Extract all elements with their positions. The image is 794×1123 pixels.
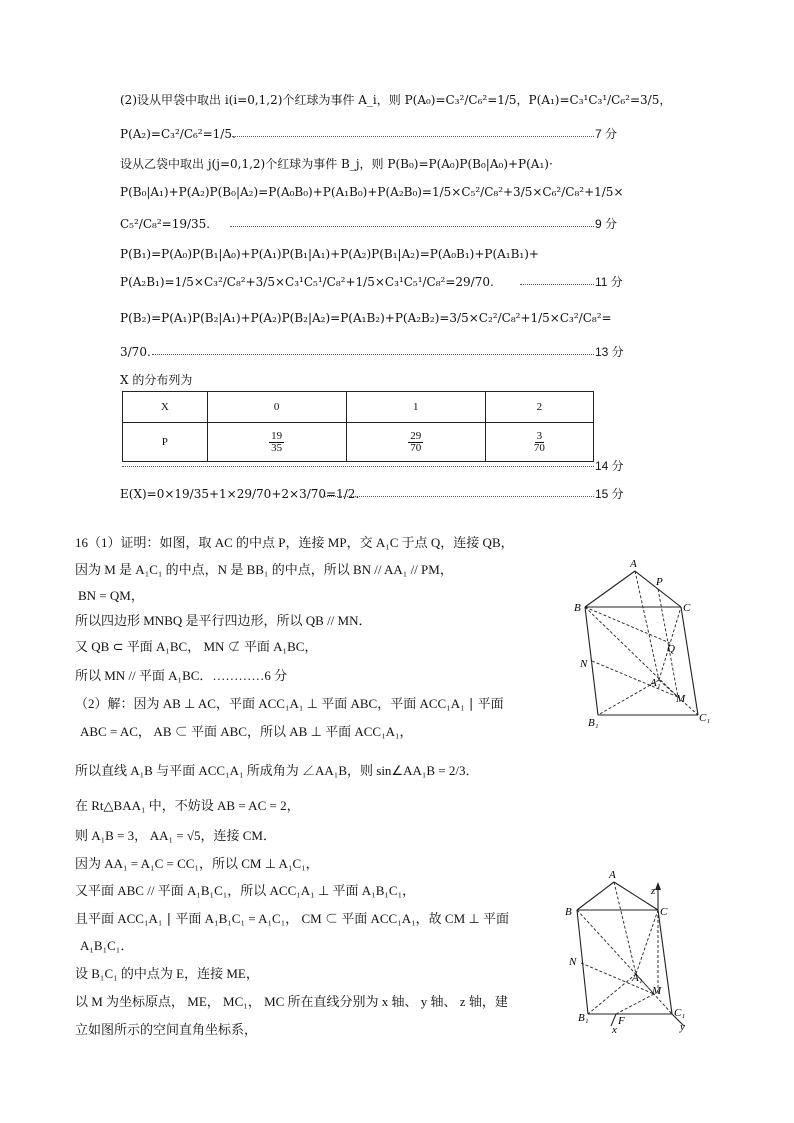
label-b1: B₁ bbox=[578, 1012, 589, 1024]
label-c: C bbox=[660, 906, 668, 918]
label-q: Q bbox=[667, 643, 675, 655]
text-line: C₅²/C₈²=19/35. bbox=[120, 217, 211, 231]
text-line: 立如图所示的空间直角坐标系， bbox=[75, 1022, 258, 1037]
prism-figure-1 bbox=[570, 555, 715, 735]
text-line: X 的分布列为 bbox=[120, 373, 193, 387]
label-n: N bbox=[580, 658, 588, 670]
dotted-leader bbox=[122, 466, 594, 467]
text-line: 因为 M 是 A₁C₁ 的中点，N 是 BB₁ 的中点，所以 BN // AA₁ // PM， bbox=[75, 562, 453, 577]
table-cell: X bbox=[123, 392, 208, 423]
text-line: P(B₀|A₁)+P(A₂)P(B₀|A₂)=P(A₀B₀)+P(A₁B₀)+P(A₂B₀)=1/5×C₅²/C₈²+3/5×C₆²/C₈²+1/5× bbox=[120, 185, 624, 199]
text-line: 又 QB ⊂ 平面 A₁BC， MN ⊄ 平面 A₁BC， bbox=[75, 639, 318, 654]
table-row bbox=[123, 392, 594, 423]
fraction: $\frac{3}{70}$ bbox=[533, 429, 545, 454]
text-line: 所以直线 A₁B 与平面 ACC₁A₁ 所成角为 ∠AA₁B，则 sin∠AA₁B = 2/3． bbox=[75, 763, 479, 778]
score-label: 7 分 bbox=[595, 127, 618, 141]
table-cell bbox=[485, 423, 593, 462]
text-line: （2）解：因为 AB ⊥ AC，平面 ACC₁A₁ ⊥ 平面 ABC，平面 ACC₁A₁ ∣ 平面 bbox=[75, 696, 504, 711]
text-line: 所以四边形 MNBQ 是平行四边形，所以 QB // MN． bbox=[75, 613, 372, 628]
text-line: (2)设从甲袋中取出 i(i=0,1,2)个红球为事件 A_i，则 P(A₀)=C₃²/C₆²=1/5，P(A₁)=C₃¹C₃¹/C₆²=3/5， bbox=[120, 93, 672, 107]
dotted-leader bbox=[520, 284, 594, 285]
label-b: B bbox=[565, 906, 572, 918]
text-line: 在 Rt△BAA₁ 中，不妨设 AB = AC = 2， bbox=[75, 798, 300, 813]
label-m: M bbox=[676, 693, 686, 705]
text-line: 因为 AA₁ = A₁C = CC₁，所以 CM ⊥ A₁C₁， bbox=[75, 856, 319, 871]
text-line: ABC = AC， AB ⊂ 平面 ABC，所以 AB ⊥ 平面 ACC₁A₁， bbox=[80, 724, 413, 739]
table-cell: P bbox=[123, 423, 208, 462]
text-line: BN = QM， bbox=[78, 588, 144, 603]
text-line: P(B₂)=P(A₁)P(B₂|A₁)+P(A₂)P(B₂|A₂)=P(A₁B₂)+P(A₂B₂)=3/5×C₂²/C₈²+1/5×C₃²/C₈²= bbox=[120, 311, 612, 325]
text-line: 16（1）证明：如图，取 AC 的中点 P，连接 MP，交 A₁C 于点 Q，连接 QB， bbox=[75, 535, 514, 550]
score-label: 11 分 bbox=[595, 275, 623, 289]
text-line: 则 A₁B = 3， AA₁ = √5，连接 CM． bbox=[75, 828, 276, 843]
table-row bbox=[123, 423, 594, 462]
label-c: C bbox=[683, 602, 691, 614]
distribution-table bbox=[122, 391, 594, 462]
label-c1: C₁ bbox=[674, 1007, 686, 1019]
score-label: 14 分 bbox=[595, 459, 624, 473]
label-a1: A₁ bbox=[632, 972, 643, 984]
text-line: 且平面 ACC₁A₁ ∣ 平面 A₁B₁C₁ = A₁C₁， CM ⊂ 平面 ACC₁A₁，故 CM ⊥ 平面 bbox=[75, 911, 509, 926]
text-line: P(A₂)=C₃²/C₆²=1/5. bbox=[120, 127, 236, 141]
table-cell bbox=[207, 423, 346, 462]
label-a1: A₁ bbox=[650, 677, 661, 689]
score-label: 15 分 bbox=[595, 487, 624, 501]
text-line: E(X)=0×19/35+1×29/70+2×3/70=1/2. bbox=[120, 487, 360, 501]
dotted-leader bbox=[320, 496, 594, 497]
label-m: M bbox=[652, 985, 662, 997]
dotted-leader bbox=[152, 354, 594, 355]
text-line: A₁B₁C₁． bbox=[80, 938, 134, 953]
table-cell: 2 bbox=[485, 392, 593, 423]
text-line: 设从乙袋中取出 j(j=0,1,2)个红球为事件 B_j，则 P(B₀)=P(A₀)P(B₀|A₀)+P(A₁)· bbox=[120, 157, 553, 171]
fraction: $\frac{29}{70}$ bbox=[410, 429, 422, 454]
prism-figure-2 bbox=[556, 866, 706, 1038]
text-line: 设 B₁C₁ 的中点为 E，连接 ME， bbox=[75, 966, 259, 981]
label-p: P bbox=[656, 576, 663, 588]
text-line: 所以 MN // 平面 A₁BC．…………6 分 bbox=[75, 668, 288, 683]
label-y: y bbox=[680, 1021, 685, 1033]
label-c1: C₁ bbox=[699, 712, 711, 724]
text-line: P(B₁)=P(A₀)P(B₁|A₀)+P(A₁)P(B₁|A₁)+P(A₂)P(B₁|A₂)=P(A₀B₁)+P(A₁B₁)+ bbox=[120, 247, 539, 261]
dotted-leader bbox=[230, 226, 594, 227]
label-z: z bbox=[651, 885, 656, 897]
text-line: P(A₂B₁)=1/5×C₃²/C₈²+3/5×C₃¹C₅¹/C₈²+1/5×C₃¹C₅¹/C₈²=29/70. bbox=[120, 275, 494, 289]
label-a: A bbox=[630, 558, 637, 570]
label-f: F bbox=[618, 1015, 625, 1027]
score-label: 13 分 bbox=[595, 345, 624, 359]
dotted-leader bbox=[232, 136, 594, 137]
text-line: 又平面 ABC // 平面 A₁B₁C₁，所以 ACC₁A₁ ⊥ 平面 A₁B₁C₁， bbox=[75, 883, 416, 898]
table-cell: 0 bbox=[207, 392, 346, 423]
fraction: $\frac{19}{35}$ bbox=[271, 429, 283, 454]
z-axis-arrow-icon bbox=[655, 882, 661, 890]
label-n: N bbox=[569, 956, 577, 968]
label-b1: B₁ bbox=[588, 717, 599, 729]
text-line: 以 M 为坐标原点， ME， MC₁， MC 所在直线分别为 x 轴、 y 轴、 z 轴，建 bbox=[75, 994, 508, 1009]
label-b: B bbox=[574, 602, 581, 614]
table-cell bbox=[346, 423, 485, 462]
score-label: 9 分 bbox=[595, 217, 618, 231]
label-a: A bbox=[609, 869, 616, 881]
label-x: x bbox=[612, 1024, 617, 1036]
table-cell: 1 bbox=[346, 392, 485, 423]
text-line: 3/70. bbox=[120, 345, 151, 359]
